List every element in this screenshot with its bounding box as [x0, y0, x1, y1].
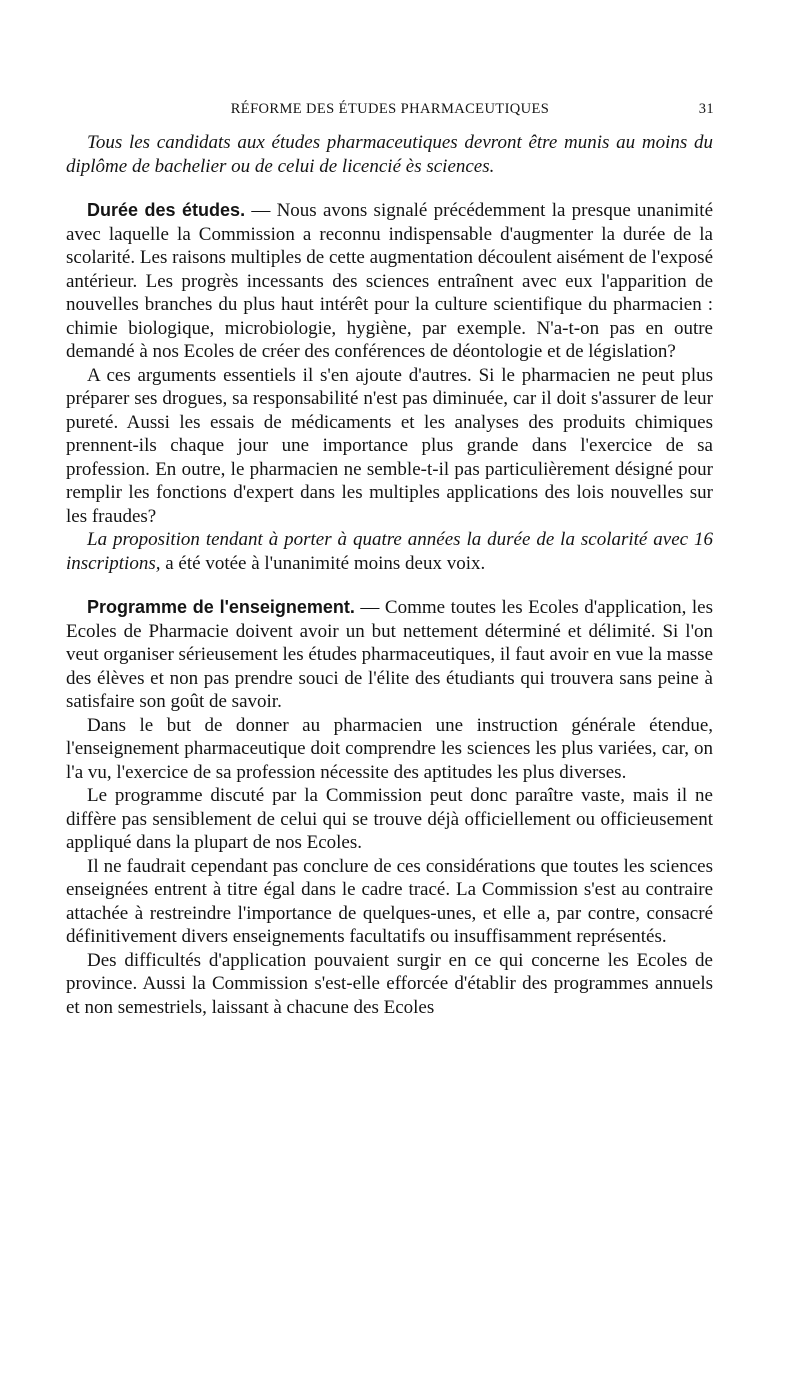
opening-paragraph: Tous les candidats aux études pharmaceutiques devront être munis au moins du diplôme de bachelier ou de celui de licencié ès sciences.: [66, 132, 713, 177]
section-programme-paragraph-2: Dans le but de donner au pharmacien une instruction générale étendue, l'enseignement pharmaceutique doit comprendre les sciences les plus variées, car, on l'a vu, l'exercice de sa profession nécessite des aptitudes les plus diverses.: [66, 714, 713, 783]
section-heading-programme: Programme de l'enseignement.: [87, 597, 355, 617]
running-title: RÉFORME DES ÉTUDES PHARMACEUTIQUES: [230, 101, 550, 117]
body-text: [66, 131, 713, 1019]
running-head: [66, 101, 714, 118]
page-number: 31: [698, 101, 714, 117]
proposition-italic: La proposition tendant à porter à quatre années la durée de la scolarité avec 16 inscriptions,: [66, 529, 713, 574]
section-programme-paragraph-4: Il ne faudrait cependant pas conclure de ces considérations que toutes les sciences enseignées entrent à titre égal dans le cadre tracé. La Commission s'est au contraire attachée à restreindre l'importance de quelques-unes, et elle a, par contre, consacré définitivement divers enseignements facultatifs ou insuffisamment représentés.: [66, 855, 713, 947]
section-duree-text-1: — Nous avons signalé précédemment la presque unanimité avec laquelle la Commission a reconnu indispensable d'augmenter la durée de la scolarité. Les raisons multiples de cette augmentation découlent aisément de l'exposé antérieur. Les progrès incessants des sciences entraînent avec eux l'apparition de nouvelles branches du plus haut intérêt pour la culture scientifique du pharmacien : chimie biologique, microbiologie, hygiène, par exemple. N'a-t-on pas en outre demandé à nos Ecoles de créer des conférences de déontologie et de législation?: [66, 200, 713, 362]
section-heading-duree: Durée des études.: [87, 200, 246, 220]
section-programme-text-1: — Comme toutes les Ecoles d'application, les Ecoles de Pharmacie doivent avoir un but nettement déterminé et délimité. Si l'on veut organiser sérieusement les études pharmaceutiques, il faut avoir en vue la masse des élèves et non pas prendre souci de l'élite des étudiants qui trouvera sans peine à satisfaire son goût de savoir.: [66, 597, 714, 712]
section-programme-paragraph-3: Le programme discuté par la Commission peut donc paraître vaste, mais il ne diffère pas sensiblement de celui qui se trouve déjà officiellement ou officieusement appliqué dans la plupart de nos Ecoles.: [66, 785, 713, 853]
section-duree-paragraph-2: A ces arguments essentiels il s'en ajoute d'autres. Si le pharmacien ne peut plus préparer ses drogues, sa responsabilité n'est pas diminuée, car il doit s'assurer de leur pureté. Aussi les essais de médicaments et les analyses des produits chimiques prennent-ils chaque jour une importance plus grande dans l'exercice de sa profession. En outre, le pharmacien ne semble-t-il pas particulièrement désigné pour remplir les fonctions d'expert dans les multiples applications des lois nouvelles sur les fraudes?: [66, 364, 713, 527]
section-programme-paragraph-1: [66, 596, 713, 714]
vote-result: a été votée à l'unanimité moins deux voix.: [160, 552, 486, 574]
section-duree-paragraph-1: [66, 199, 713, 364]
section-duree-paragraph-3: [66, 528, 713, 575]
section-programme-paragraph-5: Des difficultés d'application pouvaient surgir en ce qui concerne les Ecoles de province. Aussi la Commission s'est-elle efforcée d'établir des programmes annuels et non semestriels, laissant à chacune des Ecoles: [66, 949, 713, 1018]
